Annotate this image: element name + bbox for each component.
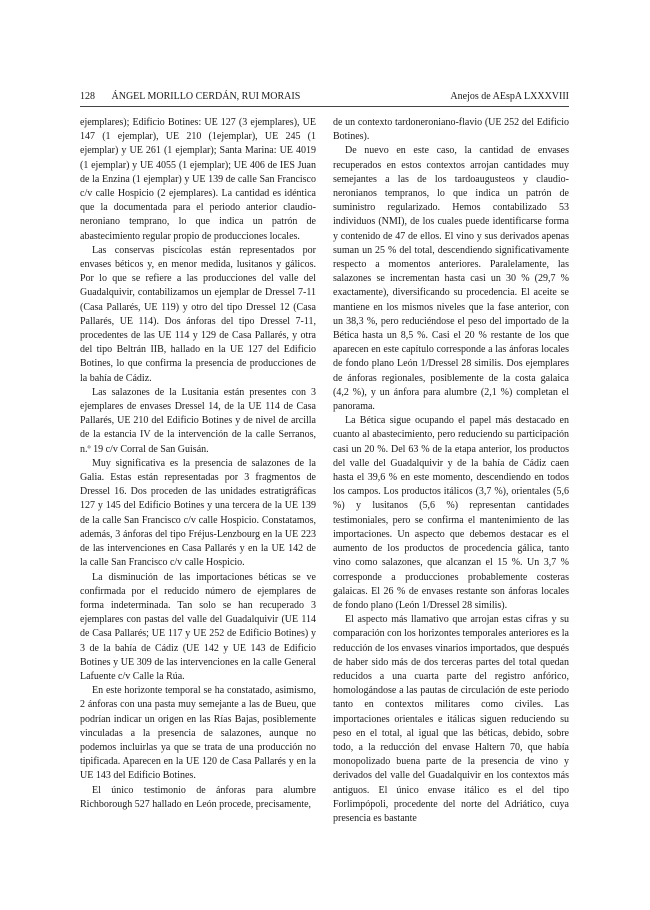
paragraph: La disminución de las importaciones béticas se ve confirmada por el reducido número de ejemplares de forma indeterminada. Tan solo se han recuperado 3 ejemplares con pastas del valle del Guadalquivir (UE 114 de Casa Pallarés; UE 117 y UE 252 de Edificio Botines) y 3 de la bahía de Cádiz (UE 142 y UE 143 de Edificio Botines y UE 309 de las intervenciones en la calle General Lafuente c/v Calle la Rúa. <box>80 571 316 682</box>
running-header <box>80 90 569 104</box>
page-number: 128 <box>80 91 95 102</box>
header-series: Anejos de AEspA LXXXVIII <box>450 91 569 102</box>
paragraph: El único testimonio de ánforas para alumbre Richborough 527 hallado en León procede, precisamente, <box>80 784 316 810</box>
paragraph: En este horizonte temporal se ha constatado, asimismo, 2 ánforas con una pasta muy semejante a las de Bueu, que podrían indicar un origen en las Rías Bajas, posiblemente vinculadas a la presencia de salazones, aunque no podemos incluirlas ya que se trata de una producción no tipificada. Aparecen en la UE 120 de Casa Pallarés y en la UE 143 del Edificio Botines. <box>80 685 316 782</box>
header-rule <box>80 106 569 107</box>
paragraph: Muy significativa es la presencia de salazones de la Galia. Estas están representadas por 3 fragmentos de Dressel 16. Dos proceden de las unidades estratigráficas 127 y 145 del Edificio Botines y una tercera de la UE 139 de la calle San Francisco c/v calle Hospicio. Constatamos, además, 3 ánforas del tipo Fréjus-Lenzbourg en la UE 223 de las intervenciones en Casa Pallarés y en la UE 142 de la calle San Francisco c/v calle Hospicio. <box>80 457 316 569</box>
paragraph: de un contexto tardoneroniano-flavio (UE 252 del Edificio Botines). <box>333 117 569 143</box>
paragraph: Las salazones de la Lusitania están presentes con 3 ejemplares de envases Dressel 14, de la UE 114 de Casa Pallarés, UE 210 del Edificio Botines y de nivel de arcilla de la estancia IV de la intervención de la calle Serranos, n.º 19 c/v Corral de San Guisán. <box>80 386 316 455</box>
header-authors: ÁNGEL MORILLO CERDÁN, RUI MORAIS <box>111 91 301 102</box>
paragraph: El aspecto más llamativo que arrojan estas cifras y su comparación con los horizontes temporales anteriores es la reducción de los envases vinarios importados, que después de haber sido más de dos terceras partes del total quedan reducidos a una cuarta parte del registro anfórico, homologándose a las pautas de circulación de este periodo tanto en contextos militares como civiles. Las importaciones orientales e itálicas siguen reduciendo su peso en el total, al igual que las béticas, debido, sobre todo, a la reducción del envase Haltern 70, que había monopolizado buena parte de la presencia de vino y derivados del valle del Guadalquivir en los contextos más antiguos. El único envase itálico es el del tipo Forlimpópoli, procedente del norte del Adriático, cuya presencia es bastante <box>333 614 569 824</box>
paragraph: Las conservas piscícolas están representados por envases béticos y, en menor medida, lusitanos y gálicos. Por lo que se refiere a las producciones del valle del Guadalquivir, contabilizamos un ejemplar de Dressel 7-11 (Casa Pallarés, UE 119) y otro del tipo Dressel 12 (Casa Pallarés, UE 114). Dos ánforas del tipo Dressel 7-11, procedentes de las UE 114 y 129 de Casa Pallarés, y otra del tipo Beltrán IIB, hallado en la UE 127 del Edificio Botines, lo que confirma la presencia de producciones de la bahía de Cádiz. <box>80 244 316 384</box>
left-column <box>80 116 316 812</box>
paragraph: ejemplares); Edificio Botines: UE 127 (3 ejemplares), UE 147 (1 ejemplar), UE 210 (1ejemplar), UE 245 (1 ejemplar) y UE 261 (1 ejemplar); Santa Marina: UE 4019 (1 ejemplar) y UE 4055 (1 ejemplar); UE 406 de IES Juan de la Enzina (1 ejemplar) y UE 139 de calle San Francisco c/v calle Hospicio (2 ejemplares). La cantidad es idéntica que la documentada para el periodo anterior claudio-neroniano temprano, lo que indica un patrón de abastecimiento regular propio de producciones locales. <box>80 117 316 242</box>
right-column <box>333 116 569 826</box>
header-left <box>80 90 314 104</box>
paragraph: La Bética sigue ocupando el papel más destacado en cuanto al abastecimiento, pero reduciendo su participación casi un 20 %. Del 63 % de la etapa anterior, los productos del valle del Guadalquivir y de la bahía de Cádiz caen hasta el 39,6 % en este momento, descendiendo en todos los campos. Los productos itálicos (3,7 %), orientales (5,6 %) y lusitanos (5,6 %) representan cantidades testimoniales, pero se confirma el mantenimiento de las importaciones. Un aspecto que debemos destacar es el aumento de los productos de procedencia gálica, tanto vino como salazones, que alcanzan el 15 %. Un 3,7 % corresponde a producciones probablemente costeras galaicas. El 26 % de envases restante son ánforas locales de fondo plano (León 1/Dressel 28 similis). <box>333 415 569 611</box>
paragraph: De nuevo en este caso, la cantidad de envases recuperados en estos contextos arrojan cantidades muy semejantes a las de los tardoaugusteos y claudio-neronianos tempranos, lo que indica un patrón de suministro regularizado. Hemos contabilizado 53 individuos (NMI), de los cuales puede identificarse forma y contenido de 47 de ellos. El vino y sus derivados apenas suman un 25 % del total, descendiendo significativamente respecto a momentos anteriores. Paralelamente, las salazones se incrementan hasta casi un 30 % (29,7 % exactamente), diversificando su procedencia. El aceite se mantiene en los mismos niveles que la fase anterior, con un 38,3 %, pero reduciéndose el peso del importado de la Bética hasta un 8,5 %. Casi el 20 % restante de los que aparecen en este capítulo corresponde a las ánforas locales de fondo plano León 1/Dressel 28 similis. Dos ejemplares de ánforas regionales, posiblemente de la costa galaica (4,2 %), y un ánfora para alumbre (2,1 %) completan el panorama. <box>333 145 569 413</box>
